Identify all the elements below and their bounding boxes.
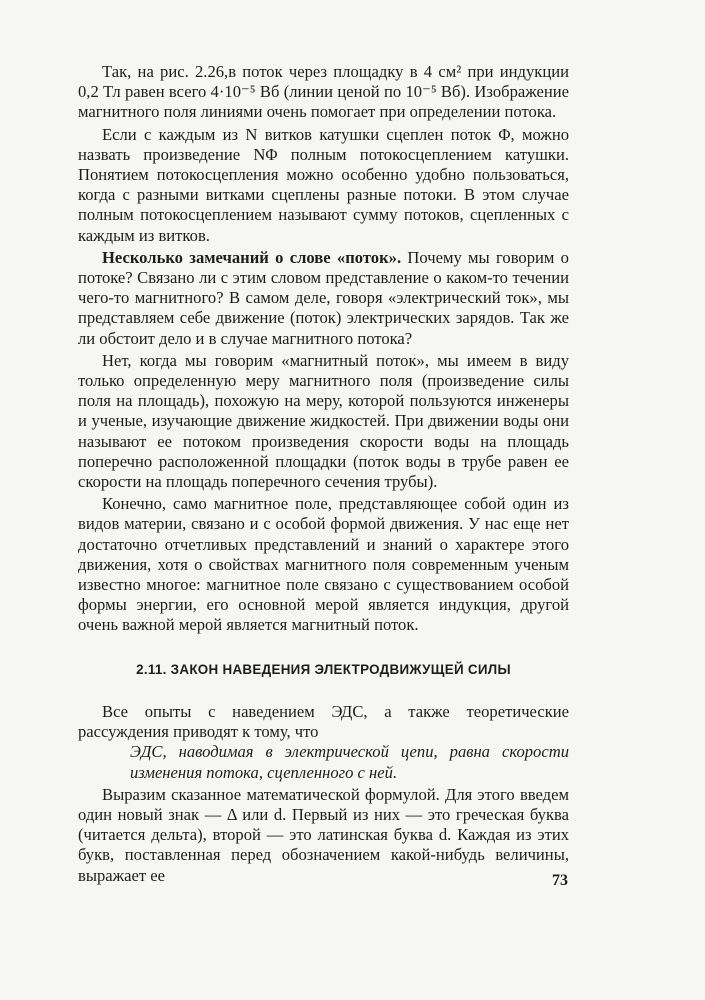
page-number: 73 (552, 872, 568, 889)
paragraph-bold-lead: Несколько замечаний о слове «поток». (102, 247, 402, 267)
paragraph-magnetic-field-matter: Конечно, само магнитное поле, представляющее собой один из видов материи, связано и с особой формой движения. У нас еще нет достаточно отчетливых представлений и знаний о характере этого движения, хотя о свойствах магнитного поля современным ученым известно многое: магнитное поле связано с существованием особой формы энергии, его основной мерой является индукция, другой очень важной мерой является магнитный поток. (78, 494, 569, 635)
paragraph-remarks-on-flux (78, 248, 569, 349)
law-statement-quote: ЭДС, наводимая в электрической цепи, равна скорости изменения потока, сцепленного с ней. (130, 742, 569, 782)
paragraph-magnetic-flux-measure: Нет, когда мы говорим «магнитный поток», мы имеем в виду только определенную меру магнитного поля (произведение силы поля на площадь), похожую на меру, которой пользуются инженеры и ученые, изучающие движение жидкостей. При движении воды они называют ее потоком произведения скорости воды на площадь поперечно расположенной площадки (поток воды в трубе равен ее скорости на площадь поперечного сечения трубы). (78, 350, 569, 492)
paragraph-flux-linkage: Если с каждым из N витков катушки сцеплен поток Φ, можно назвать произведение NΦ полным потокосцеплением катушки. Понятием потокосцепления можно особенно удобно пользоваться, когда с разными витками сцеплены разные потоки. В этом случае полным потокосцеплением называют сумму потоков, сцепленных с каждым из витков. (78, 124, 569, 245)
section-heading: 2.11. ЗАКОН НАВЕДЕНИЯ ЭЛЕКТРОДВИЖУЩЕЙ СИЛЫ (136, 661, 511, 677)
paragraph-formula-intro: Выразим сказанное математической формулой. Для этого введем один новый знак — Δ или d. Первый из них — это греческая буква (читается дельта), второй — это латинская буква d. Каждая из этих букв, поставленная перед обозначением какой-нибудь величины, выражает ее (78, 784, 569, 885)
paragraph-flux-example: Так, на рис. 2.26,в поток через площадку в 4 см² при индукции 0,2 Тл равен всего 4·10⁻⁵ Вб (линии ценой по 10⁻⁵ Вб). Изображение магнитного поля линиями очень помогает при определении потока. (78, 62, 569, 122)
paragraph-experiments: Все опыты с наведением ЭДС, а также теоретические рассуждения приводят к тому, что (78, 701, 569, 742)
paragraph-remarks-text: Почему мы говорим о потоке? Связано ли с этим словом представление о каком-то течении чего-то магнитного? В самом деле, говоря «электрический ток», мы представляем себе движение (поток) электрических зарядов. Так же ли обстоит дело и в случае магнитного потока? (78, 247, 569, 348)
page-body (78, 62, 569, 886)
